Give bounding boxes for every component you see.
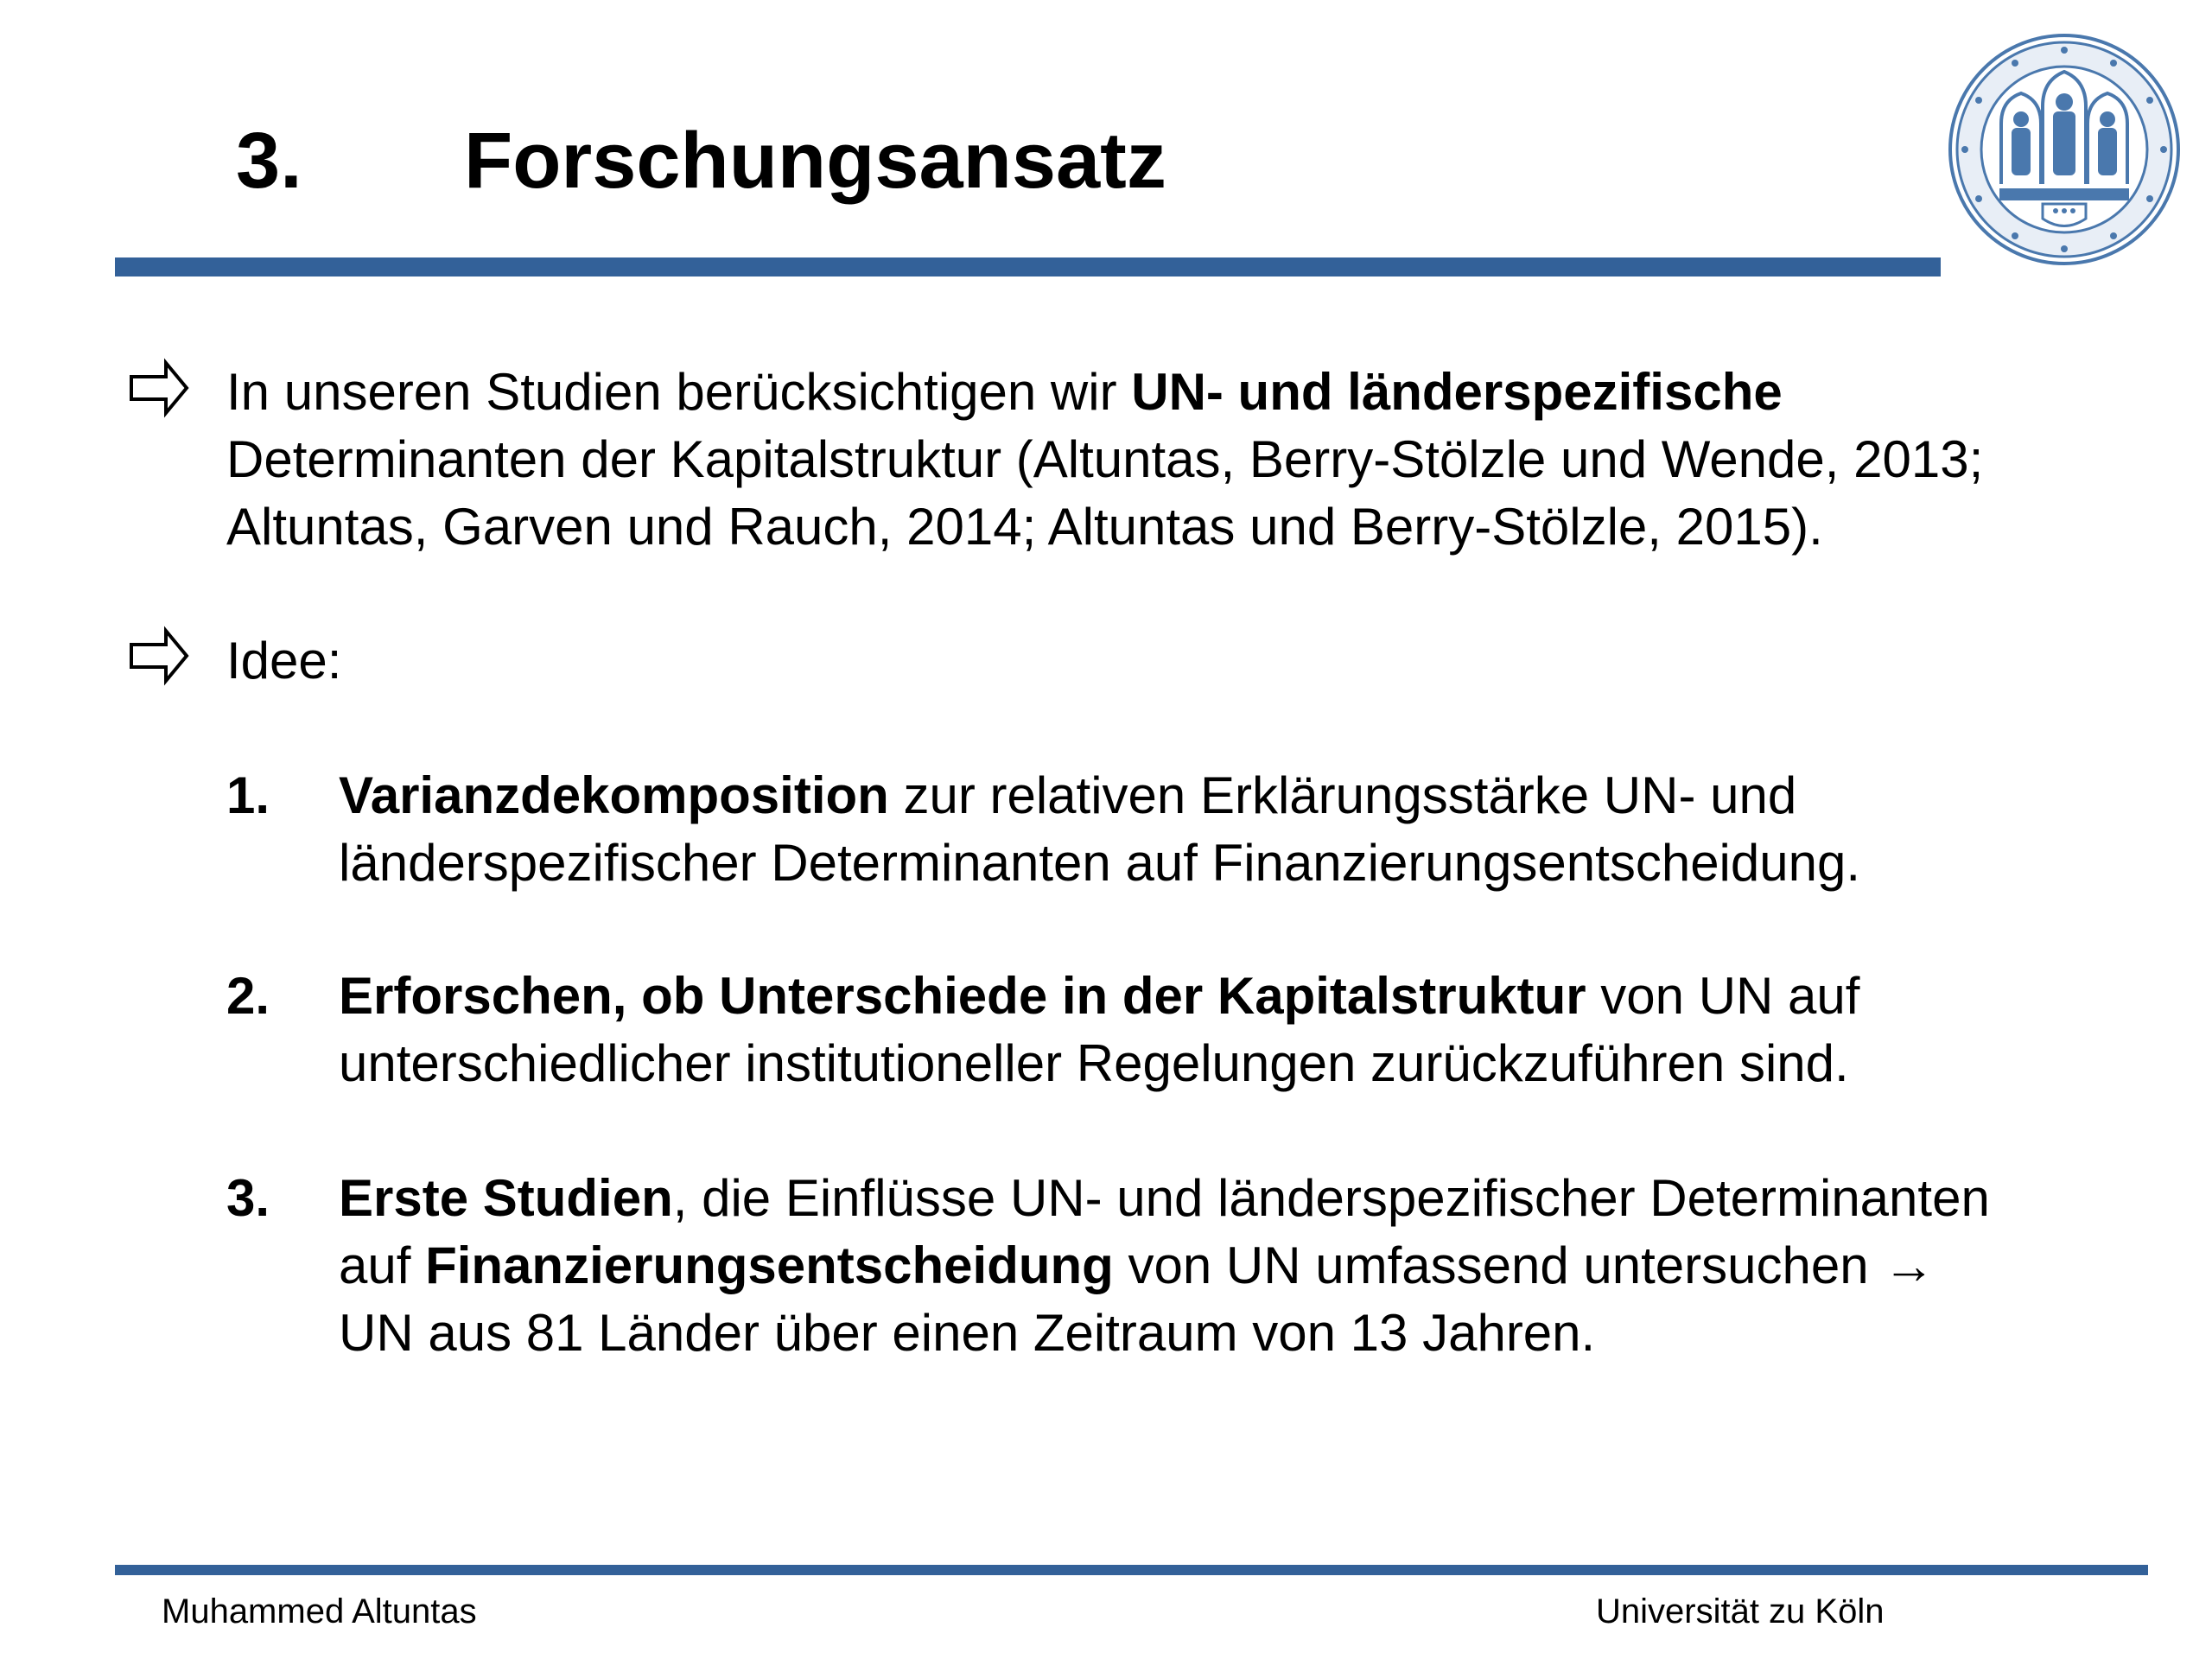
list-item-number: 3. xyxy=(226,1169,270,1227)
arrow-bullet-icon xyxy=(128,626,190,686)
list-item: Erste Studien, die Einflüsse UN- und länderspezifischer Determinanten auf Finanzierungsentscheidung von UN umfassend untersuchen → UN aus 81 Länder über einen Zeitraum von 13 Jahren. xyxy=(339,1169,1990,1362)
slide-title: Forschungsansatz xyxy=(464,117,1166,205)
list-item: Erforschen, ob Unterschiede in der Kapitalstruktur von UN auf unterschiedlicher institutioneller Regelungen zurückzuführen sind. xyxy=(339,967,1860,1092)
bullet-text-determinants: In unseren Studien berücksichtigen wir UN- und länderspezifische Determinanten der Kapitalstruktur (Altuntas, Berry-Stölzle und Wende, 2013; Altuntas, Garven und Rauch, 2014; Altuntas und Berry-Stölzle, 2015). xyxy=(226,363,1984,556)
list-item: Varianzdekomposition zur relativen Erklärungsstärke UN- und länderspezifischer Determinanten auf Finanzierungsentscheidung. xyxy=(339,766,1861,892)
slide-number: 3. xyxy=(236,117,302,205)
footer-author: Muhammed Altuntas xyxy=(162,1592,477,1630)
title-rule xyxy=(115,257,1941,276)
arrow-bullet-icon xyxy=(128,358,190,418)
university-seal-logo xyxy=(1948,33,2181,266)
footer-rule xyxy=(115,1565,2148,1575)
footer-university: Universität zu Köln xyxy=(1596,1592,1885,1630)
bullet-text-idea: Idee: xyxy=(226,632,342,690)
list-item-number: 1. xyxy=(226,766,270,824)
list-item-number: 2. xyxy=(226,967,270,1025)
